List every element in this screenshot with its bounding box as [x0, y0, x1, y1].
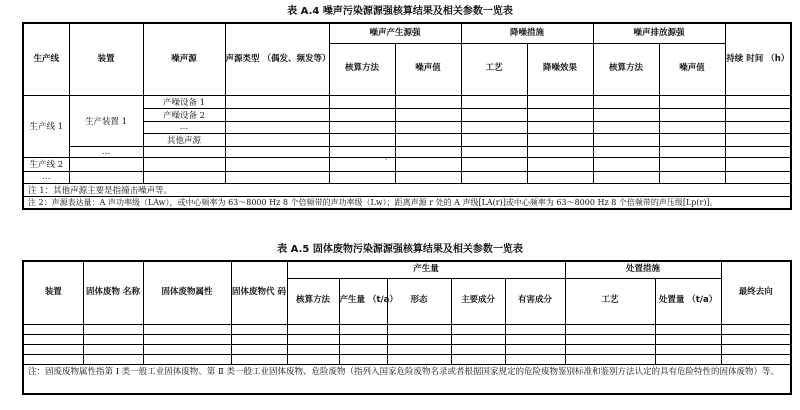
table-a4-note-1: 注 1：其他声源主要是指撞击噪声等。: [23, 183, 791, 196]
table-a5: [22, 260, 792, 395]
tick-mark: `: [329, 157, 395, 171]
device-more-cell: …: [69, 146, 143, 157]
header-process: 工艺: [461, 43, 527, 95]
header-noise-reduction: 降噪措施: [461, 23, 593, 43]
header-calc-method-1: 核算方法: [329, 43, 395, 95]
line-2-cell: 生产线 2: [23, 157, 69, 171]
source-cell: 产噪设备 2: [143, 108, 225, 121]
header-disposal-process: 工艺: [565, 278, 655, 324]
table-row: [23, 157, 791, 171]
table-a4-caption: 表 A.4 噪声污染源源强核算结果及相关参数一览表: [287, 6, 513, 17]
header-device: 装置: [69, 23, 143, 95]
source-cell: …: [143, 121, 225, 133]
table-a4-note-2: 注 2：声源表达量：A 声功率级（LAw），或中心频率为 63～8000 Hz 8 个倍频带的声功率级（Lw）；距离声源 r 处的 A 声级[LA(r)]或中心频率为 63～8000 Hz 8 个倍频带的声压级[Lp(r)]。: [23, 196, 791, 209]
header-waste-name: 固体废物 名称: [83, 261, 143, 324]
header-main-component: 主要成分: [451, 278, 505, 324]
header-noise-value-2: 噪声值: [659, 43, 725, 95]
header-final-destination: 最终去向: [721, 261, 791, 324]
header-duration: 持续 时间 （h）: [725, 23, 791, 95]
header-device: 装置: [23, 261, 83, 324]
header-waste-code: 固体废物代 码: [231, 261, 287, 324]
source-cell: 其他声源: [143, 133, 225, 146]
header-line: 生产线: [23, 23, 69, 95]
header-harmful-component: 有害成分: [505, 278, 565, 324]
header-source-type: 声源类型 （偶发、频发等）: [225, 23, 329, 95]
table-a5-caption: 表 A.5 固体废物污染源源强核算结果及相关参数一览表: [277, 244, 523, 255]
header-calc-method-2: 核算方法: [593, 43, 659, 95]
header-form: 形态: [387, 278, 451, 324]
header-reduction-effect: 降噪效果: [527, 43, 593, 95]
line-more-cell: …: [23, 171, 69, 183]
header-noise-value-1: 噪声值: [395, 43, 461, 95]
header-waste-attribute: 固体废物属性: [143, 261, 231, 324]
table-a4: [22, 22, 792, 210]
table-a5-note: 注：固废废物属性指第 Ⅰ 类一般工业固体废物、第 Ⅱ 类一般工业固体废物、危险废物（指列入国家危险废物名录或者根据国家规定的危险废物鉴别标准和鉴别方法认定的具有危险特性的固体废物）等。: [23, 364, 791, 394]
header-disposal: 处置措施: [565, 261, 721, 278]
line-1-cell: 生产线 1: [23, 95, 69, 157]
header-calc-method: 核算方法: [287, 278, 339, 324]
header-disposal-amount: 处置量 （t/a）: [655, 278, 721, 324]
table-row: [23, 344, 791, 354]
table-row: [23, 334, 791, 344]
header-noise-generation: 噪声产生源强: [329, 23, 461, 43]
header-generation: 产生量: [287, 261, 565, 278]
table-row: [23, 146, 791, 157]
table-row: [23, 324, 791, 334]
device-1-cell: 生产装置 1: [69, 95, 143, 146]
header-generation-amount: 产生量 （t/a）: [339, 278, 387, 324]
header-noise-emission: 噪声排放源强: [593, 23, 725, 43]
table-row: [23, 95, 791, 108]
table-row: [23, 354, 791, 364]
source-cell: 产噪设备 1: [143, 95, 225, 108]
header-noise-source: 噪声源: [143, 23, 225, 95]
table-row: [23, 171, 791, 183]
